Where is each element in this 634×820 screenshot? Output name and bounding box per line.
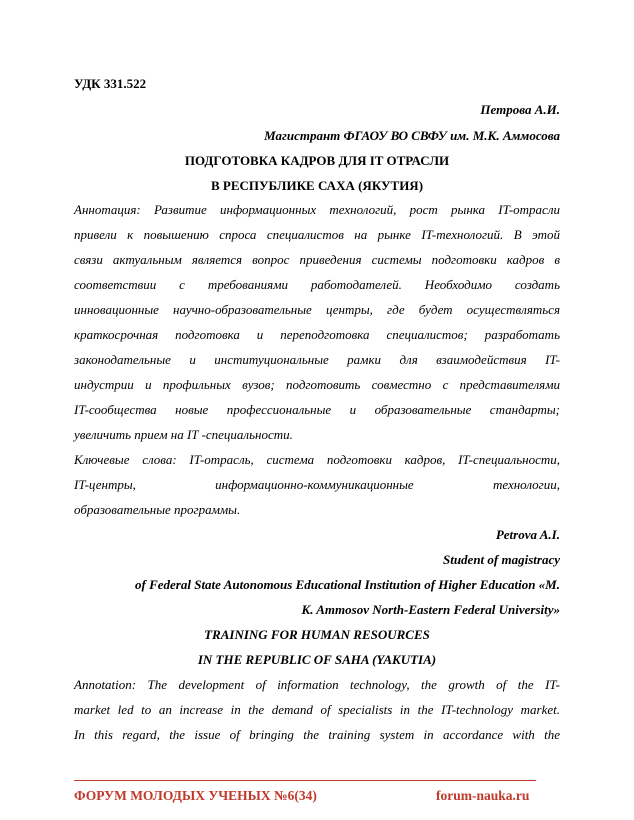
abstract-ru-line: IT-сообщества новые профессиональные и образовательные стандарты; <box>74 402 560 417</box>
annotation-en-line: Annotation: The development of information technology, the growth of the IT- <box>74 677 560 692</box>
footer-divider <box>74 780 536 781</box>
title-en-line-1: TRAINING FOR HUMAN RESOURCES <box>204 627 430 642</box>
abstract-ru-line: инновационные научно-образовательные центры, где будет осуществляться <box>74 302 560 317</box>
abstract-ru-line: краткосрочная подготовка и переподготовка специалистов; разработать <box>74 327 560 342</box>
affiliation-en-line-2: K. Ammosov North-Eastern Federal University» <box>301 602 560 617</box>
abstract-ru-line: законодательные и институциональные рамки для взаимодействия IT- <box>74 352 560 367</box>
author-ru: Петрова А.И. <box>480 102 560 117</box>
abstract-ru-line: связи актуальным является вопрос приведения системы подготовки кадров в <box>74 252 560 267</box>
role-en: Student of magistracy <box>442 552 560 567</box>
keywords-ru-line: IT-центры, информационно-коммуникационные технологии, <box>74 477 560 492</box>
affiliation-ru: Магистрант ФГАОУ ВО СВФУ им. М.К. Аммосова <box>264 128 560 143</box>
keywords-ru-line: образовательные программы. <box>74 502 241 517</box>
annotation-en-line: In this regard, the issue of bringing the training system in accordance with the <box>74 727 560 742</box>
annotation-en-line: market led to an increase in the demand of specialists in the IT-technology market. <box>74 702 560 717</box>
abstract-ru-line: соответствии с требованиями работодателей. Необходимо создать <box>74 277 560 292</box>
title-en-line-2: IN THE REPUBLIC OF SAHA (YAKUTIA) <box>197 652 437 667</box>
footer-journal: ФОРУМ МОЛОДЫХ УЧЕНЫХ №6(34) <box>74 788 317 803</box>
author-en: Petrova A.I. <box>495 527 560 542</box>
title-ru-line-1: ПОДГОТОВКА КАДРОВ ДЛЯ IT ОТРАСЛИ <box>184 153 450 168</box>
abstract-ru-line: увеличить прием на IT -специальности. <box>74 427 293 442</box>
keywords-ru-line: Ключевые слова: IT-отрасль, система подготовки кадров, IT-специальности, <box>74 452 560 467</box>
footer-site-link[interactable]: forum-nauka.ru <box>436 788 530 803</box>
udk-code: УДК 331.522 <box>74 76 147 91</box>
abstract-ru-line: привели к повышению спроса специалистов на рынке IT-технологий. В этой <box>74 227 560 242</box>
title-ru-line-2: В РЕСПУБЛИКЕ САХА (ЯКУТИЯ) <box>210 178 424 193</box>
abstract-ru-line: индустрии и профильных вузов; подготовить совместно с представителями <box>74 377 560 392</box>
abstract-ru-line: Аннотация: Развитие информационных технологий, рост рынка IT-отрасли <box>74 202 560 217</box>
affiliation-en-line-1: of Federal State Autonomous Educational Institution of Higher Education «M. <box>135 577 560 592</box>
